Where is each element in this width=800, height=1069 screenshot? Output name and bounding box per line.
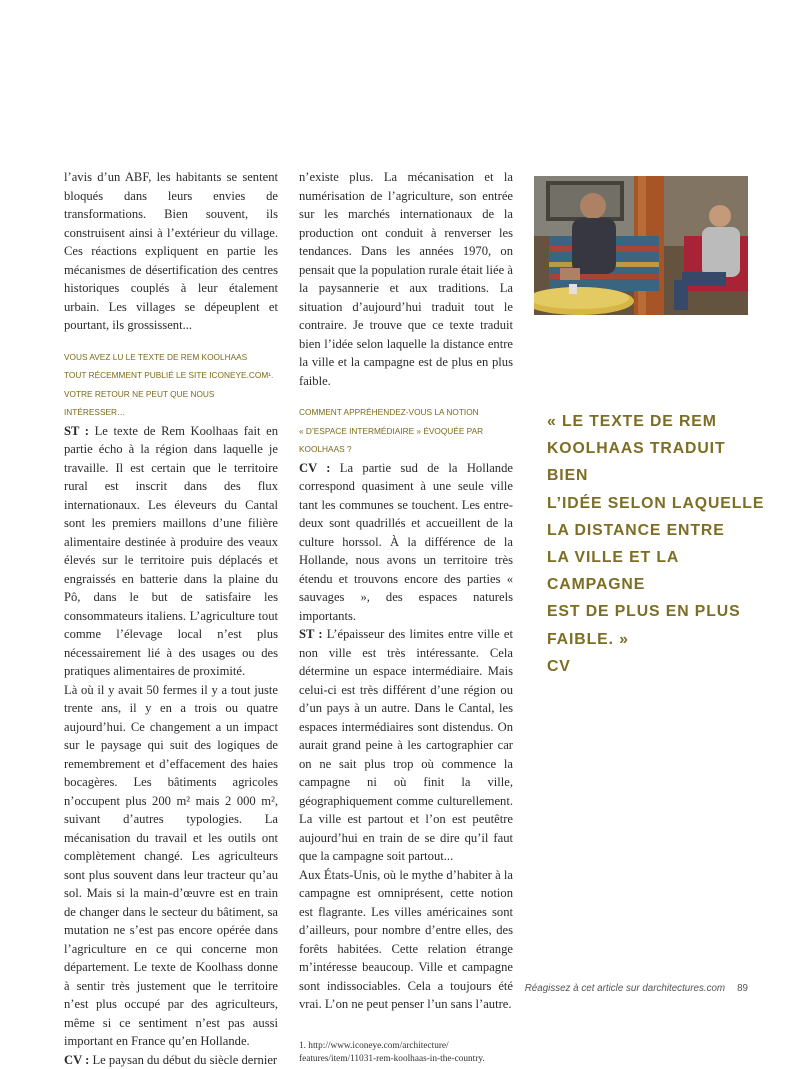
text-column-middle: [299, 168, 513, 1067]
footnote-line: features/item/11031-rem-koolhaas-in-the-country.: [299, 1053, 513, 1067]
question-line: VOUS AVEZ LU LE TEXTE DE REM KOOLHAAS: [64, 348, 278, 367]
paragraph-text: L’épaisseur des limites entre ville et non ville est très intéressante. Cela détermine un espace intermédiaire. Mais celui-ci est très différent d’une région ou d’un pays à un autre. Dans le Cantal, les espaces intermédiaires sont distendus. On aurait grand peine à les cartographier car on ne sait plus trop où commence la campagne ni où finit la ville, géographiquement comme culturellement. La ville est partout et l’on est peutêtre aujourd’hui en train de se dire qu’il faut que la campagne soit partout...: [299, 627, 513, 863]
paragraph: [299, 625, 513, 866]
speaker-label: CV :: [299, 461, 330, 475]
photo-illustration: [534, 176, 748, 315]
paragraph: [64, 422, 278, 681]
question-line: « D’ESPACE INTERMÉDIAIRE » ÉVOQUÉE PAR KOOLHAAS ?: [299, 422, 513, 459]
paragraph: n’existe plus. La mécanisation et la numérisation de l’agriculture, son entrée sur les marchés internationaux de la production ont conduit à renverser les tendances. Dans les années 1970, on pensait que la population rurale était liée à la paysannerie et aux traditions. La situation d’aujourd’hui traduit tout le contraire. Je trouve que ce texte traduit bien l’idée selon laquelle la distance entre la ville et la campagne est de plus en plus faible.: [299, 168, 513, 390]
paragraph: [64, 1051, 278, 1069]
pull-quote-line: LA DISTANCE ENTRE: [547, 517, 767, 544]
speaker-label: ST :: [299, 627, 323, 641]
page-number: 89: [737, 983, 748, 994]
pull-quote-line: KOOLHAAS TRADUIT BIEN: [547, 435, 767, 489]
footnote: [299, 1040, 513, 1067]
paragraph-text: La partie sud de la Hollande correspond quasiment à une seule ville tant les communes se touchent. Les entre-deux sont quadrillés et accueillent de la culture horssol. À la différence de la Hollande, nous avons un territoire très étendu et trouvons encore des parties « sauvages », des espaces naturels importants.: [299, 461, 513, 623]
footnote-line: 1. http://www.iconeye.com/architecture/: [299, 1040, 513, 1054]
pull-quote-line: EST DE PLUS EN PLUS: [547, 598, 767, 625]
pull-quote-line: LA VILLE ET LA CAMPAGNE: [547, 544, 767, 598]
pull-quote-line: L’IDÉE SELON LAQUELLE: [547, 490, 767, 517]
pull-quote-attribution: CV: [547, 653, 767, 680]
paragraph: Là où il y avait 50 fermes il y a tout juste trente ans, il y en a trois ou quatre aujourd’hui. Ce changement a un impact sur le paysage qui suit des logiques de remembrement et d’effacement des haies bocagères. Les bâtiments agricoles n’occupent plus 200 m² mais 2 000 m², suivant d’autres typologies. La mécanisation du travail et les outils ont complètement changé. Les agriculteurs sont plus souvent dans leur tracteur qu’au sol. Mais si la main-d’œuvre est en train de changer dans le secteur du bâtiment, sa mutation ne s’est pas encore opérée dans l’agriculture en ce qui concerne mon département. Le texte de Koolhass donne à sentir très justement que le territoire n’est plus occupé par des agriculteurs, même si ce sentiment n’est pas aussi important en France qu’en Hollande.: [64, 681, 278, 1051]
interview-photo: [534, 176, 748, 315]
question-line: TOUT RÉCEMMENT PUBLIÉ LE SITE ICONEYE.COM¹.: [64, 366, 278, 385]
paragraph: [299, 459, 513, 626]
question-line: COMMENT APPRÉHENDEZ-VOUS LA NOTION: [299, 403, 513, 422]
pull-quote: [547, 408, 767, 680]
pull-quote-line: FAIBLE. »: [547, 626, 767, 653]
footer-link-text[interactable]: Réagissez à cet article sur darchitectures.com: [525, 983, 725, 994]
paragraph: l’avis d’un ABF, les habitants se sentent bloqués dans leurs envies de transformations. Bien souvent, ils construisent ainsi à l’extérieur du village. Ces réactions expliquent en partie les mécanismes de désertification des centres historiques couplés à leur étalement urbain. Les villages se dépeuplent et pourtant, ils grossissent...: [64, 168, 278, 335]
speaker-label: CV :: [64, 1053, 89, 1067]
question-line: VOTRE RETOUR NE PEUT QUE NOUS INTÉRESSER…: [64, 385, 278, 422]
text-column-left: [64, 168, 278, 1069]
speaker-label: ST :: [64, 424, 89, 438]
pull-quote-line: « LE TEXTE DE REM: [547, 408, 767, 435]
paragraph-text: Le paysan du début du siècle dernier: [89, 1053, 277, 1067]
paragraph: Aux États-Unis, où le mythe d’habiter à la campagne est omniprésent, cette notion est flagrante. Les villes américaines sont d’ailleurs, pour nombre d’entre elles, des forêts habitées. Cette relation étrange m’intéresse beaucoup. Ville et campagne sont indissociables. Cela a toujours été vrai. L’on ne peut penser l’un sans l’autre.: [299, 866, 513, 1014]
paragraph-text: Le texte de Rem Koolhaas fait en partie écho à la région dans laquelle je travaille. Il est certain que le territoire rural est inscrit dans des flux internationaux. Les éleveurs du Cantal sont les premiers maillons d’une filière alimentaire destinée à produire des veaux élevés sur le territoire puis déplacés et engraissés en batterie dans la plaine du Pô, dans le but de satisfaire les consommateurs italiens. L’agriculture tout comme l’élevage local n’est plus nécessairement lié à des usages ou des pratiques alimentaires de proximité.: [64, 424, 278, 679]
page-footer: [525, 983, 748, 994]
